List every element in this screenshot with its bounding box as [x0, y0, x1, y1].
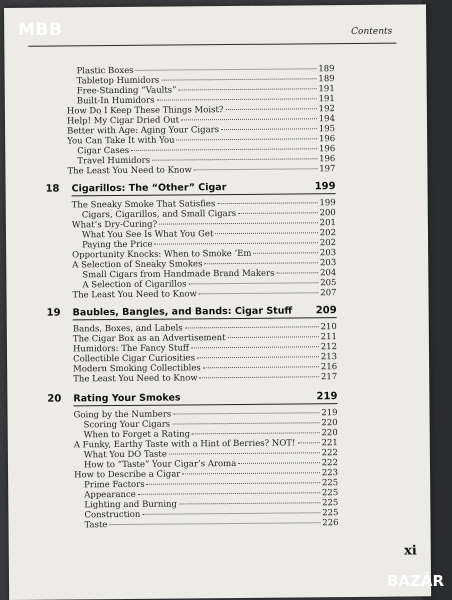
toc-entry: What You See Is What You Get 202: [81, 228, 337, 241]
toc-entry: The Cigar Box as an Advertisement 211: [72, 332, 337, 345]
toc-entry: Modern Smoking Collectibles 216: [73, 362, 338, 375]
toc-entry: Appearance 225: [84, 488, 339, 501]
toc-entry: Prime Factors 225: [84, 478, 339, 491]
toc-entry: Built-In Humidors 191: [76, 94, 335, 107]
toc-entry: Small Cigars from Handmade Brand Makers 204: [82, 268, 337, 281]
toc-entry: Scoring Your Cigars 220: [83, 418, 338, 431]
toc-entry: Going by the Numbers 219: [73, 408, 338, 421]
toc-entry: The Least You Need to Know 197: [67, 164, 336, 177]
toc-entry: Collectible Cigar Curiosities 213: [73, 352, 338, 365]
chapter-heading: 19 Baubles, Bangles, and Bands: Cigar Stuff 209: [46, 305, 337, 319]
toc-entry: Taste 226: [84, 518, 339, 531]
toc-entry: The Least You Need to Know 207: [72, 288, 337, 301]
book-page: [4, 4, 431, 600]
toc-entry: Travel Humidors 196: [77, 154, 336, 167]
toc-entry: Cigars, Cigarillos, and Small Cigars 200: [81, 208, 336, 221]
toc-entry: How Do I Keep These Things Moist? 192: [66, 104, 335, 117]
toc-entry: Better with Age: Aging Your Cigars 195: [67, 124, 336, 137]
toc-entry: Opportunity Knocks: When to Smoke ’Em 203: [72, 248, 337, 261]
watermark-logo-top: MBB: [18, 20, 63, 40]
toc-entry: Free-Standing “Vaults” 191: [76, 84, 335, 97]
chapter-heading: 20 Rating Your Smokes 219: [47, 391, 338, 405]
toc-entry: Plastic Boxes 189: [76, 64, 335, 77]
toc-entry: A Selection of Cigarillos 205: [82, 278, 337, 291]
toc-entry: How to Describe a Cigar 223: [74, 468, 339, 481]
table-of-contents: [4, 4, 431, 600]
toc-entry: Humidors: The Fancy Stuff 212: [72, 342, 338, 355]
running-header: Contents: [351, 26, 393, 37]
toc-entry: Bands, Boxes, and Labels 210: [72, 322, 337, 335]
toc-entry: Help! My Cigar Dried Out 194: [66, 114, 336, 127]
toc-entry: Paying the Price 202: [82, 238, 337, 251]
toc-entry: A Selection of Sneaky Smokes 203: [72, 258, 337, 271]
toc-entry: A Funky, Earthy Taste with a Hint of Berries? NOT! 221: [73, 438, 338, 451]
toc-entry: The Least You Need to Know 217: [73, 372, 338, 385]
toc-entry: When to Forget a Rating 220: [83, 428, 338, 441]
toc-entry: What You DO Taste 222: [83, 448, 338, 461]
toc-entry: Tabletop Humidors 189: [76, 74, 335, 87]
toc-entry: Lighting and Burning 225: [84, 498, 339, 511]
page-number: xi: [403, 543, 417, 559]
toc-entry: What’s Dry-Curing? 201: [71, 218, 336, 231]
toc-entry: How to “Taste” Your Cigar’s Aroma 222: [83, 458, 339, 471]
watermark-logo-bottom: BAZĂR: [386, 572, 444, 590]
toc-entry: Cigar Cases 196: [77, 144, 336, 157]
toc-entry: The Sneaky Smoke That Satisfies 199: [71, 198, 336, 211]
toc-entry: You Can Take It with You 196: [67, 134, 336, 147]
chapter-heading: 18 Cigarillos: The “Other” Cigar 199: [45, 181, 336, 195]
toc-entry: Construction 225: [84, 508, 339, 521]
